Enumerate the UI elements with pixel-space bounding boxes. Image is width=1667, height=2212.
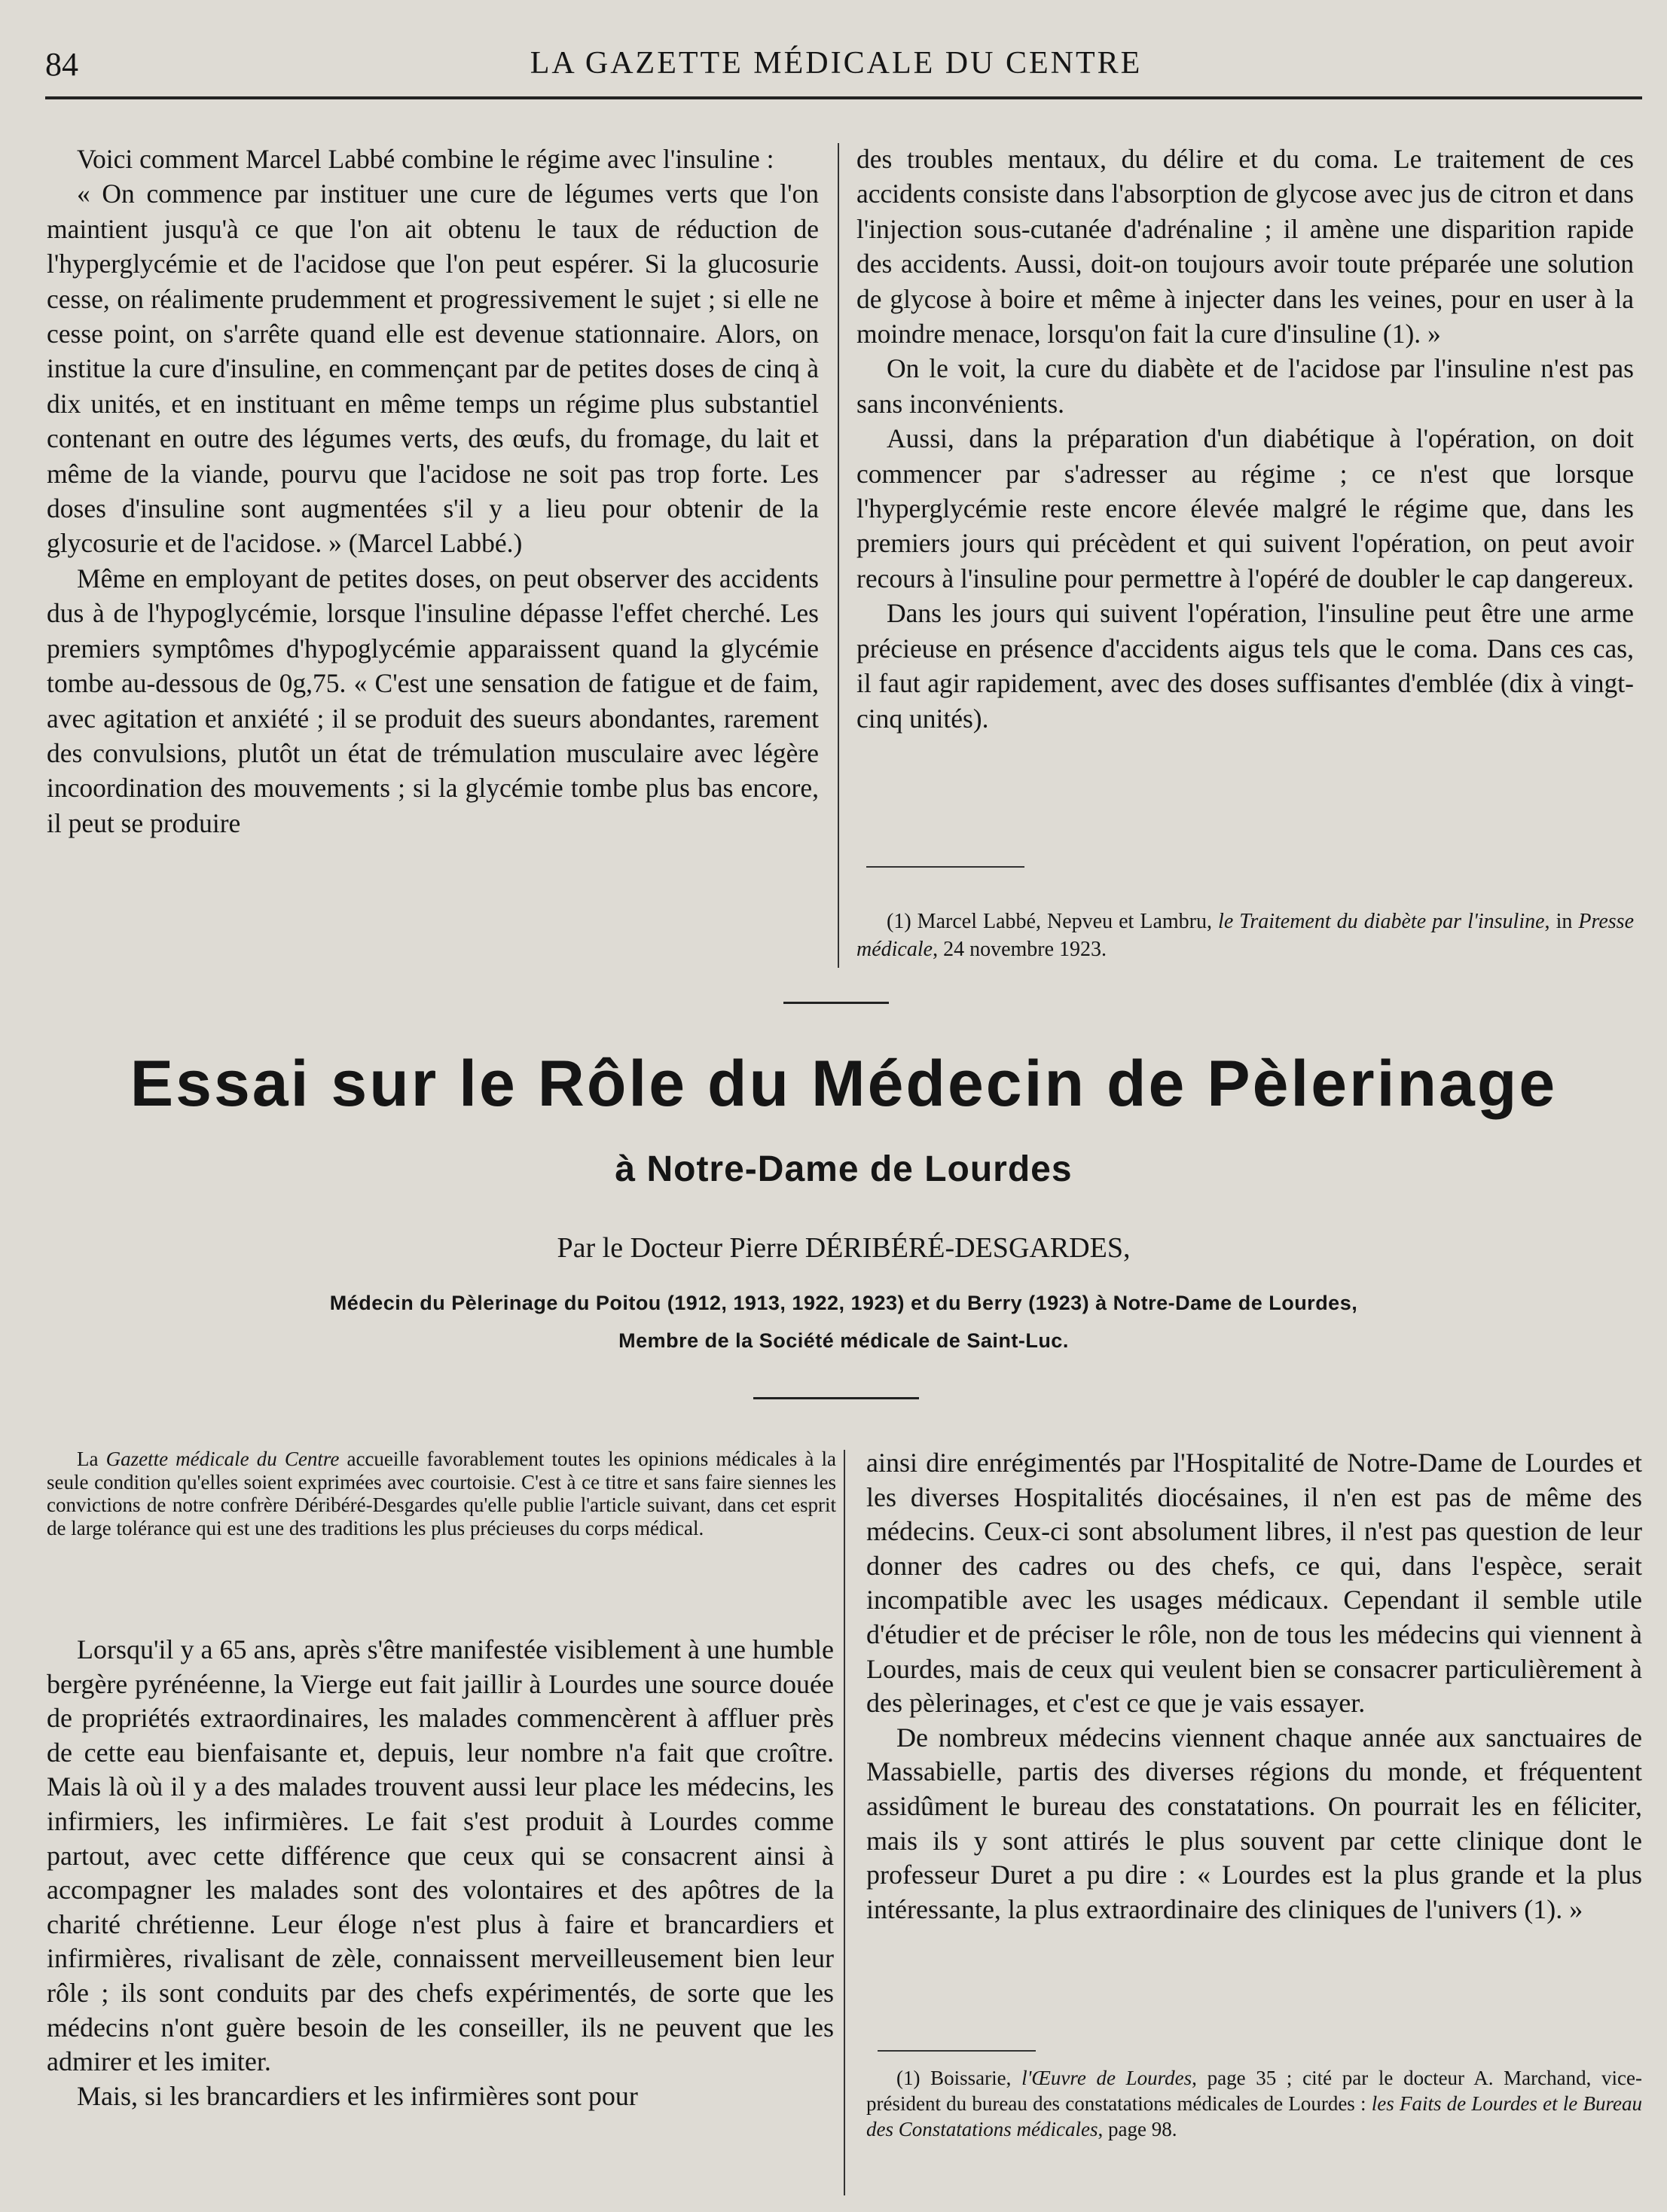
column-rule: [844, 1450, 845, 2195]
paragraph: On le voit, la cure du diabète et de l'acidose par l'insuline n'est pas sans inconvénients.: [856, 353, 1634, 419]
paragraph: Lorsqu'il y a 65 ans, après s'être manifestée visiblement à une humble bergère pyrénéenne, la Vierge eut fait jaillir à Lourdes une source douée de propriétés extraordinaires, les malades commencèrent à affluer près de cette eau bienfaisante et, depuis, leur nombre n'a fait que croître. Mais là où il y a des malades trouvent aussi leur place les médecins, les infirmiers, les infirmières. Le fait s'est produit à Lourdes comme partout, avec cette différence que ceux qui se consacrent ainsi à accompagner les malades sont des volontaires et des apôtres de la charité chrétienne. Leur éloge n'est plus à faire et brancardiers et infirmières, rivalisant de zèle, connaissent merveilleusement bien leur rôle ; ils sont conduits par des chefs expérimentés, de sorte que les médecins n'ont guère besoin de les conseiller, ils ne peuvent que les admirer et les imiter.: [47, 1634, 834, 2077]
footnote-rule: [878, 2050, 1036, 2052]
page-header: [45, 45, 1627, 90]
paragraph: Aussi, dans la préparation d'un diabétique à l'opération, on doit commencer par s'adresser au régime ; ce n'est que lorsque l'hyperglycémie reste encore élevée malgré le régime que, dans les premiers jours qui précèdent et qui suivent l'opération, on peut avoir recours à l'insuline pour permettre à l'opéré de doubler le cap dangereux.: [856, 423, 1634, 593]
paragraph: De nombreux médecins viennent chaque année aux sanctuaires de Massabielle, partis des diverses régions du monde, et fréquentent assidûment le bureau des constatations. On pourrait les en féliciter, mais ils y sont attirés le plus souvent par cette clinique dont le professeur Duret a pu dire : « Lourdes est la plus grande et la plus intéressante, la plus extraordinaire des cliniques de l'univers (1). »: [866, 1722, 1642, 1924]
byline: Par le Docteur Pierre DÉRIBÉRÉ-DESGARDES,: [557, 1232, 1131, 1264]
article-right-column: [866, 1446, 1642, 1927]
affiliation-line: Membre de la Société médicale de Saint-Luc.: [618, 1329, 1069, 1352]
footnote: (1) Boissarie, l'Œuvre de Lourdes, page 35 ; cité par le docteur A. Marchand, vice-président du bureau des constatations médicales de Lourdes : les Faits de Lourdes et le Bureau des Constatations médicales, page 98.: [866, 2067, 1642, 2140]
footnote-rule: [866, 866, 1024, 868]
paragraph: Voici comment Marcel Labbé combine le régime avec l'insuline :: [77, 144, 774, 174]
article-title: Essai sur le Rôle du Médecin de Pèlerinage: [130, 1048, 1558, 1120]
top-left-column: [47, 142, 819, 841]
paragraph: ainsi dire enrégimentés par l'Hospitalité de Notre-Dame de Lourdes et les diverses Hospitalités diocésaines, il n'en est pas de même des médecins. Ceux-ci sont absolument libres, il n'est pas question de leur donner des cadres ou des chefs, ce qui, dans l'espèce, serait incompatible avec les usages médicaux. Cependant il semble utile d'étudier et de préciser le rôle, non de tous les médecins qui viennent à Lourdes, mais de ceux qui veulent bien se consacrer particulièrement à des pèlerinages, et c'est ce que je vais essayer.: [866, 1448, 1642, 1719]
article-left-column: [47, 1633, 834, 2113]
column-rule: [838, 143, 839, 968]
paragraph: des troubles mentaux, du délire et du coma. Le traitement de ces accidents consiste dans l'absorption de glycose avec jus de citron et dans l'injection sous-cutanée d'adrénaline ; il amène une disparition rapide des accidents. Aussi, doit-on toujours avoir toute préparée une solution de glycose à boire et même à injecter dans les veines, pour en user à la moindre menace, lorsqu'on fait la cure d'insuline (1). »: [856, 144, 1634, 349]
footnote: (1) Marcel Labbé, Nepveu et Lambru, le Traitement du diabète par l'insuline, in Presse médicale, 24 novembre 1923.: [856, 910, 1634, 961]
header-rule: [45, 96, 1642, 99]
editor-note: La Gazette médicale du Centre accueille favorablement toutes les opinions médicales à la seule condition qu'elles soient exprimées avec courtoisie. C'est à ce titre et sans faire siennes les convictions de notre confrère Déribéré-Desgardes qu'elle publie l'article suivant, dans cet esprit de large tolérance qui est une des traditions les plus précieuses du corps médical.: [47, 1448, 836, 1539]
paragraph: Même en employant de petites doses, on peut observer des accidents dus à de l'hypoglycémie, lorsque l'insuline dépasse l'effet cherché. Les premiers symptômes d'hypoglycémie apparaissent quand la glycémie tombe au-dessous de 0g,75. « C'est une sensation de fatigue et de faim, avec agitation et anxiété ; il se produit des sueurs abondantes, rarement des convulsions, plutôt un état de trémulation musculaire avec légère incoordination des mouvements ; si la glycémie tombe plus bas encore, il peut se produire: [47, 563, 819, 838]
affiliation-line: Médecin du Pèlerinage du Poitou (1912, 1913, 1922, 1923) et du Berry (1923) à Notre-Dame de Lourdes,: [329, 1292, 1358, 1314]
paragraph: Mais, si les brancardiers et les infirmières sont pour: [77, 2080, 638, 2111]
running-title: LA GAZETTE MÉDICALE DU CENTRE: [530, 46, 1143, 81]
paragraph: Dans les jours qui suivent l'opération, l'insuline peut être une arme précieuse en présence d'accidents aigus tels que le coma. Dans ces cas, il faut agir rapidement, avec des doses suffisantes d'emblée (dix à vingt-cinq unités).: [856, 598, 1634, 734]
top-right-column: [856, 142, 1634, 736]
section-separator: [753, 1397, 919, 1399]
page-number: 84: [45, 46, 78, 83]
paragraph: « On commence par instituer une cure de légumes verts que l'on maintient jusqu'à ce que l'on ait obtenu le taux de réduction de l'hyperglycémie et de l'acidose que l'on peut espérer. Si la glucosurie cesse, on réalimente prudemment et progressivement le sujet ; si elle ne cesse point, on s'arrête quand elle est devenue stationnaire. Alors, on institue la cure d'insuline, en commençant par de petites doses de cinq à dix unités, et en instituant en même temps un régime plus substantiel contenant en outre des légumes verts, des œufs, du fromage, du lait et même de la viande, pourvu que l'acidose ne soit pas trop forte. Les doses d'insuline sont augmentées s'il y a lieu pour obtenir de la glycosurie et de l'acidose. » (Marcel Labbé.): [47, 178, 819, 559]
article-subtitle: à Notre-Dame de Lourdes: [615, 1149, 1073, 1189]
section-separator: [783, 1002, 889, 1004]
